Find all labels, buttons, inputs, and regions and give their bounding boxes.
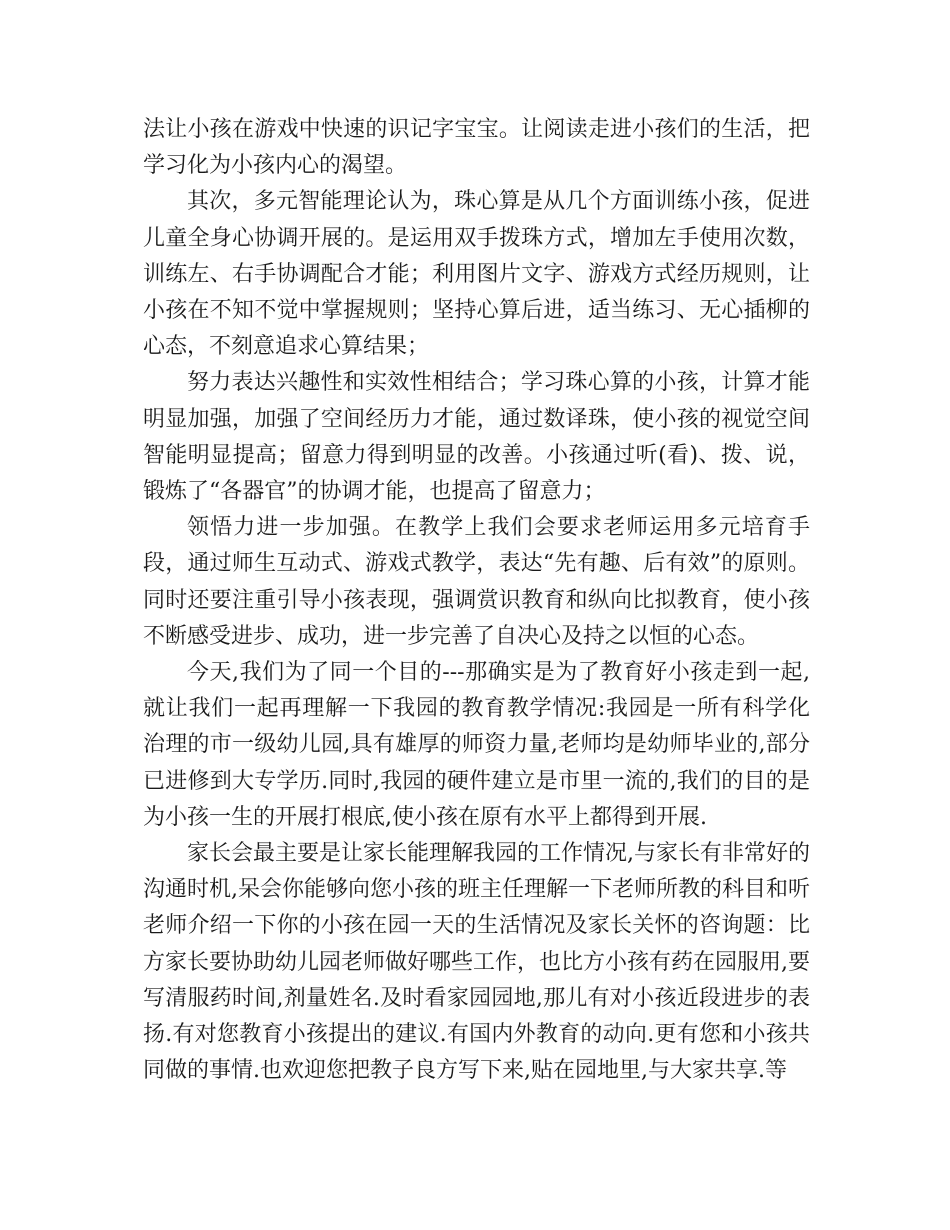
paragraph-5: 今天,我们为了同一个目的---那确实是为了教育好小孩走到一起,就让我们一起再理解一下我园的教育教学情况:我园是一所有科学化治理的市一级幼儿园,具有雄厚的师资力量,老师均是幼师毕业的,部分已进修到大专学历.同时,我园的硬件建立是市里一流的,我们的目的是为小孩一生的开展打根底,使小孩在原有水平上都得到开展.	[143, 660, 810, 830]
paragraph-2: 其次，多元智能理论认为，珠心算是从几个方面训练小孩，促进儿童全身心协调开展的。是运用双手拨珠方式，增加左手使用次数，训练左、右手协调配合才能；利用图片文字、游戏方式经历规则，让小孩在不知不觉中掌握规则；坚持心算后进，适当练习、无心插柳的心态，不刻意追求心算结果；	[143, 189, 810, 360]
paragraph-4: 领悟力进一步加强。在教学上我们会要求老师运用多元培育手段，通过师生互动式、游戏式教学，表达“先有趣、后有效”的原则。同时还要注重引导小孩表现，强调赏识教育和纵向比拟教育，使小孩不断感受进步、成功，进一步完善了自决心及持之以恒的心态。	[143, 515, 810, 649]
paragraph-6: 家长会最主要是让家长能理解我园的工作情况,与家长有非常好的沟通时机,呆会你能够向您小孩的班主任理解一下老师所教的科目和听老师介绍一下你的小孩在园一天的生活情况及家长关怀的咨询题：比方家长要协助幼儿园老师做好哪些工作，也比方小孩有药在园服用,要写清服药时间,剂量姓名.及时看家园园地,那儿有对小孩近段进步的表扬.有对您教育小孩提出的建议.有国内外教育的动向.更有您和小孩共同做的事情.也欢迎您把教子良方写下来,贴在园地里,与大家共享.等	[143, 841, 810, 1084]
paragraph-3: 努力表达兴趣性和实效性相结合；学习珠心算的小孩，计算才能明显加强，加强了空间经历力才能，通过数译珠，使小孩的视觉空间智能明显提高；留意力得到明显的改善。小孩通过听(看)、拨、说，锻炼了“各器官”的协调才能，也提高了留意力；	[143, 370, 810, 505]
document-body	[143, 112, 810, 1089]
paragraph-1: 法让小孩在游戏中快速的识记字宝宝。让阅读走进小孩们的生活，把学习化为小孩内心的渴望。	[143, 117, 810, 179]
